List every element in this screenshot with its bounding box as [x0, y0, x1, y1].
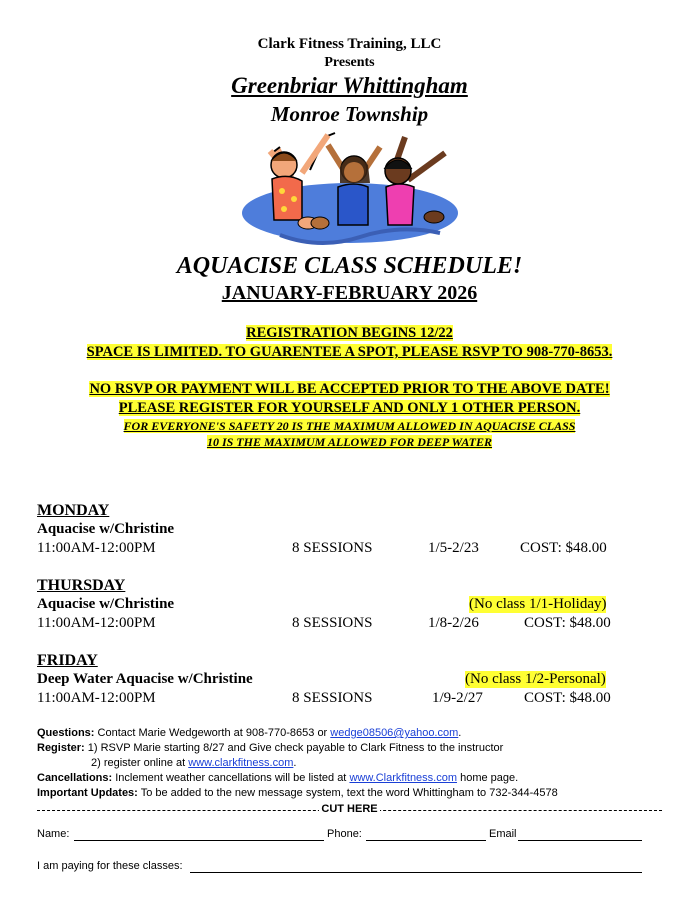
class-day-friday: FRIDAY — [37, 652, 98, 669]
registration-notice: REGISTRATION BEGINS 12/22 — [246, 325, 453, 341]
class-dates-friday: 1/9-2/27 — [432, 690, 483, 706]
class-name-thursday: Aquacise w/Christine — [37, 596, 175, 612]
register-line-2: 2) register online at www.clarkfitness.com. — [91, 757, 297, 769]
class-cost-friday: COST: $48.00 — [524, 690, 611, 706]
company-name: Clark Fitness Training, LLC — [257, 36, 442, 52]
space-limited-notice: SPACE IS LIMITED. TO GUARENTEE A SPOT, PLEASE RSVP TO 908-770-8653. — [86, 344, 613, 360]
register-line-1: Register: 1) RSVP Marie starting 8/27 and Give check payable to Clark Fitness to the instructor — [37, 742, 504, 754]
no-rsvp-notice: NO RSVP OR PAYMENT WILL BE ACCEPTED PRIOR TO THE ABOVE DATE! — [89, 381, 610, 397]
class-time-thursday: 11:00AM-12:00PM — [37, 615, 156, 631]
paying-field[interactable] — [190, 872, 642, 873]
updates-line: Important Updates: To be added to the new message system, text the word Whittingham to 732-344-4578 — [37, 787, 558, 799]
cut-here-divider: CUT HERE — [37, 803, 662, 817]
email-field[interactable] — [518, 840, 642, 841]
class-day-monday: MONDAY — [37, 502, 110, 519]
location-title-1: Greenbriar Whittingham — [231, 73, 468, 98]
register-link[interactable]: www.clarkfitness.com — [188, 757, 294, 769]
phone-label: Phone: — [327, 828, 362, 840]
phone-field[interactable] — [366, 840, 486, 841]
max-deep-notice: 10 IS THE MAXIMUM ALLOWED FOR DEEP WATER — [206, 435, 493, 449]
class-cost-monday: COST: $48.00 — [520, 540, 607, 556]
questions-email-link[interactable]: wedge08506@yahoo.com — [330, 727, 459, 739]
location-title-2: Monroe Township — [270, 102, 429, 126]
register-self-notice: PLEASE REGISTER FOR YOURSELF AND ONLY 1 OTHER PERSON. — [118, 400, 581, 416]
schedule-title: AQUACISE CLASS SCHEDULE! — [176, 253, 523, 279]
max-aquacise-notice: FOR EVERYONE'S SAFETY 20 IS THE MAXIMUM ALLOWED IN AQUACISE CLASS — [123, 419, 576, 433]
paying-label: I am paying for these classes: — [37, 860, 183, 872]
cancellations-link[interactable]: www.Clarkfitness.com — [349, 772, 458, 784]
questions-line: Questions: Contact Marie Wedgeworth at 908-770-8653 or wedge08506@yahoo.com. — [37, 727, 462, 739]
cancellations-line: Cancellations: Inclement weather cancellations will be listed at www.Clarkfitness.com home page. — [37, 772, 519, 784]
class-time-friday: 11:00AM-12:00PM — [37, 690, 156, 706]
class-dates-thursday: 1/8-2/26 — [428, 615, 479, 631]
name-field[interactable] — [74, 840, 324, 841]
email-label: Email — [489, 828, 517, 840]
presents-text: Presents — [324, 55, 375, 70]
class-sessions-thursday: 8 SESSIONS — [292, 615, 373, 631]
schedule-dates: JANUARY-FEBRUARY 2026 — [221, 282, 478, 304]
class-note-friday: (No class 1/2-Personal) — [465, 671, 606, 687]
class-day-thursday: THURSDAY — [37, 577, 126, 594]
class-sessions-monday: 8 SESSIONS — [292, 540, 373, 556]
name-label: Name: — [37, 828, 70, 840]
class-name-friday: Deep Water Aquacise w/Christine — [37, 671, 253, 687]
class-time-monday: 11:00AM-12:00PM — [37, 540, 156, 556]
class-dates-monday: 1/5-2/23 — [428, 540, 479, 556]
class-sessions-friday: 8 SESSIONS — [292, 690, 373, 706]
class-name-monday: Aquacise w/Christine — [37, 521, 175, 537]
swimmers-illustration — [240, 125, 465, 253]
class-note-thursday: (No class 1/1-Holiday) — [469, 596, 607, 612]
class-cost-thursday: COST: $48.00 — [524, 615, 611, 631]
